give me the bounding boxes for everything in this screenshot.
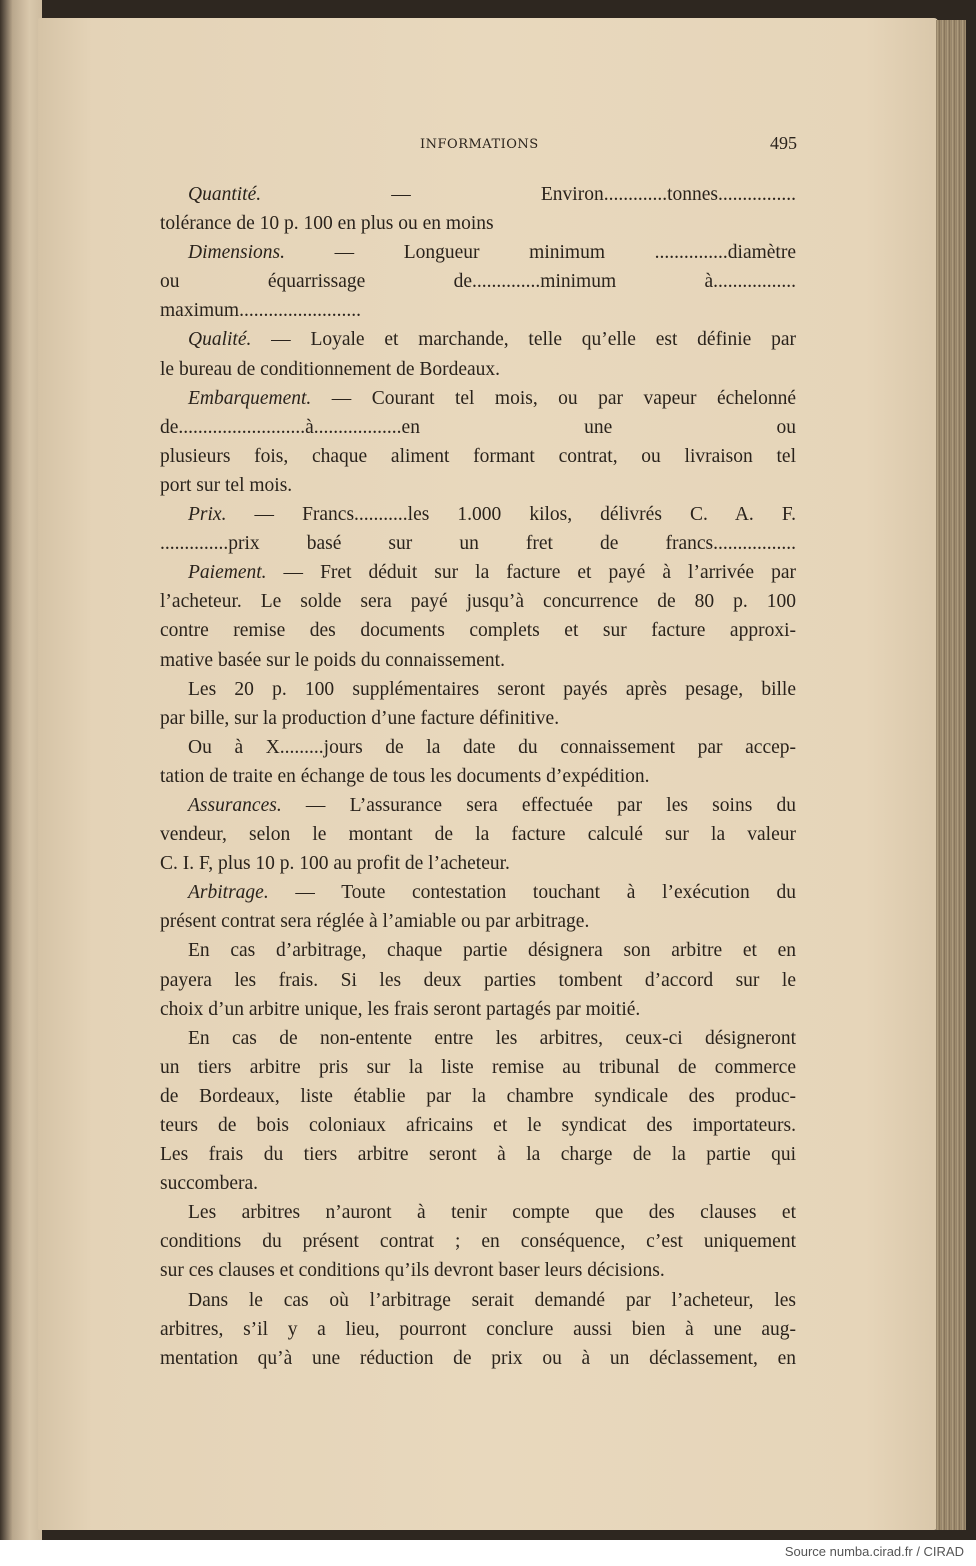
- text-line: [160, 616, 796, 645]
- line-text: l’acheteur. Le solde sera payé jusqu’à concurrence de 80 p. 100: [160, 591, 796, 613]
- line-text: tation de traite en échange de tous les documents d’expédition.: [160, 765, 650, 787]
- text-line: [160, 1082, 796, 1111]
- page-number: 495: [770, 133, 797, 153]
- line-text: Ou à X.........jours de la date du connaissement par accep-: [188, 736, 796, 758]
- line-text: — Environ.............tonnes................: [261, 184, 796, 205]
- section-lead: Assurances.: [188, 794, 282, 816]
- text-line: [160, 587, 796, 616]
- line-text: teurs de bois coloniaux africains et le syndicat des importateurs.: [160, 1115, 796, 1136]
- line-text: En cas de non-entente entre les arbitres, ceux-ci désigneront: [188, 1027, 796, 1049]
- line-text: choix d’un arbitre unique, les frais seront partagés par moitié.: [160, 998, 641, 1020]
- line-text: succombera.: [160, 1173, 258, 1195]
- text-line: [160, 1111, 796, 1140]
- line-text: arbitres, s’il y a lieu, pourront conclure aussi bien à une aug-: [160, 1318, 796, 1340]
- text-line: [160, 675, 796, 704]
- line-text: — Francs...........les 1.000 kilos, délivrés C. A. F.: [226, 504, 796, 526]
- text-line: [160, 1256, 796, 1285]
- line-text: conditions du présent contrat ; en conséquence, c’est uniquement: [160, 1231, 796, 1253]
- line-text: Dans le cas où l’arbitrage serait demandé par l’acheteur, les: [188, 1289, 796, 1311]
- line-text: ..............prix basé sur un fret de francs.................: [160, 533, 796, 555]
- line-text: Les arbitres n’auront à tenir compte que des clauses et: [188, 1202, 796, 1224]
- text-line: [160, 646, 796, 675]
- text-line: [160, 325, 796, 354]
- section-lead: Prix.: [188, 504, 227, 526]
- text-line: [160, 1169, 796, 1198]
- text-line: [160, 878, 796, 907]
- line-text: vendeur, selon le montant de la facture calculé sur la valeur: [160, 824, 796, 846]
- line-text: de Bordeaux, liste établie par la chambre syndicale des produc-: [160, 1085, 796, 1107]
- text-line: [160, 762, 796, 791]
- section-lead: Paiement.: [188, 562, 267, 584]
- text-line: [160, 413, 796, 442]
- source-credit: Source numba.cirad.fr / CIRAD: [784, 1544, 964, 1559]
- line-text: plusieurs fois, chaque aliment formant contrat, ou livraison tel: [160, 445, 796, 467]
- text-line: [160, 500, 796, 529]
- text-line: [160, 355, 796, 384]
- line-text: Les frais du tiers arbitre seront à la charge de la partie qui: [160, 1144, 796, 1166]
- line-text: sur ces clauses et conditions qu’ils devront baser leurs décisions.: [160, 1260, 665, 1282]
- section-lead: Quantité.: [188, 184, 262, 205]
- section-lead: Arbitrage.: [188, 882, 269, 904]
- line-text: En cas d’arbitrage, chaque partie désignera son arbitre et en: [188, 940, 796, 962]
- text-line: [160, 849, 796, 878]
- section-lead: Embarquement.: [188, 387, 312, 409]
- text-line: [160, 733, 796, 762]
- text-line: [160, 1198, 796, 1227]
- line-text: — Loyale et marchande, telle qu’elle est définie par: [251, 329, 796, 351]
- text-line: [160, 442, 796, 471]
- text-line: [160, 558, 796, 587]
- line-text: contre remise des documents complets et sur facture approxi-: [160, 620, 796, 642]
- book-spine: [0, 0, 42, 1540]
- line-text: Les 20 p. 100 supplémentaires seront payés après pesage, bille: [188, 678, 796, 700]
- line-text: présent contrat sera réglée à l’amiable ou par arbitrage.: [160, 911, 590, 933]
- text-line: [160, 471, 796, 500]
- text-line: [160, 966, 796, 995]
- text-line: [160, 296, 796, 325]
- line-text: par bille, sur la production d’une facture définitive.: [160, 707, 560, 729]
- text-line: [160, 1024, 796, 1053]
- text-line: [160, 820, 796, 849]
- text-line: [160, 267, 796, 296]
- section-lead: Dimensions.: [188, 242, 285, 264]
- line-text: — Courant tel mois, ou par vapeur échelonné: [311, 387, 796, 409]
- text-line: [160, 209, 796, 238]
- line-text: — Fret déduit sur la facture et payé à l’arrivée par: [266, 562, 796, 584]
- text-line: [160, 1227, 796, 1256]
- line-text: — Longueur minimum ...............diamètre: [284, 242, 796, 264]
- text-line: [160, 995, 796, 1024]
- line-text: mentation qu’à une réduction de prix ou à un déclassement, en: [160, 1347, 796, 1369]
- text-line: [160, 791, 796, 820]
- text-line: [160, 529, 796, 558]
- line-text: de..........................à..................en une ou: [160, 416, 796, 438]
- line-text: mative basée sur le poids du connaissement.: [160, 649, 505, 671]
- text-line: [160, 1140, 796, 1169]
- text-line: [160, 1286, 796, 1315]
- line-text: port sur tel mois.: [160, 474, 293, 496]
- text-line: [160, 1053, 796, 1082]
- line-text: maximum.........................: [160, 300, 361, 322]
- line-text: un tiers arbitre pris sur la liste remise au tribunal de commerce: [160, 1056, 796, 1078]
- line-text: — Toute contestation touchant à l’exécution du: [268, 882, 796, 904]
- section-lead: Qualité.: [188, 329, 252, 351]
- line-text: le bureau de conditionnement de Bordeaux.: [160, 358, 501, 380]
- running-head: INFORMATIONS: [420, 137, 539, 152]
- text-line: [160, 384, 796, 413]
- text-line: [160, 1344, 796, 1373]
- text-line: [160, 238, 796, 267]
- page-edges: [936, 20, 966, 1530]
- line-text: tolérance de 10 p. 100 en plus ou en moins: [160, 213, 494, 235]
- line-text: C. I. F, plus 10 p. 100 au profit de l’acheteur.: [160, 853, 510, 875]
- line-text: payera les frais. Si les deux parties tombent d’accord sur le: [160, 969, 796, 991]
- text-line: [160, 704, 796, 733]
- text-line: [160, 1315, 796, 1344]
- text-line: [160, 180, 796, 209]
- text-line: [160, 907, 796, 936]
- text-line: [160, 936, 796, 965]
- body-text: [160, 180, 796, 1373]
- line-text: ou équarrissage de..............minimum à.................: [160, 271, 796, 293]
- line-text: — L’assurance sera effectuée par les soins du: [281, 794, 796, 816]
